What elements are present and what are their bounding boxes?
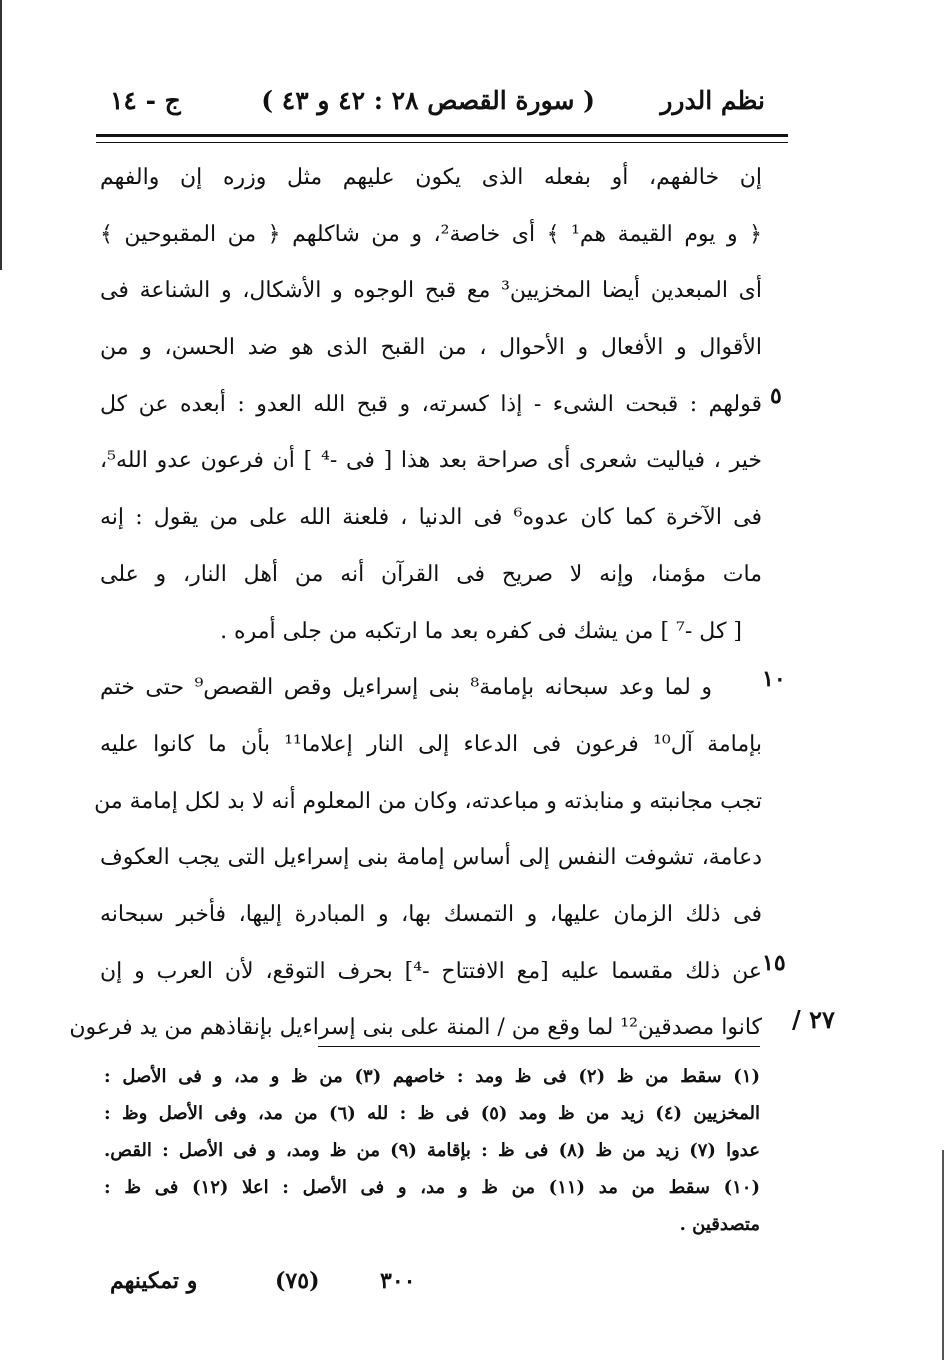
text-line: تجب مجانبته و منابذته و مباعدته، وكان من المعلوم أنه لا بد لكل إمامة من — [94, 788, 762, 814]
page-number: ٣٠٠ — [380, 1268, 416, 1294]
footnotes — [104, 1058, 760, 1243]
manuscript-folio-marker: ٢٧ / — [792, 1005, 835, 1034]
text-line: الأقوال و الأفعال و الأحوال ، من القبح الذى هو ضد الحسن، و من — [100, 335, 762, 361]
line-number: ١٠ — [762, 666, 786, 692]
text-line: [ كل -⁷ ] من يشك فى كفره بعد ما ارتكبه من جلى أمره . — [220, 618, 742, 644]
text-line: أى المبعدين أيضا المخزيين³ مع قبح الوجوه و الأشكال، و الشناعة فى — [100, 278, 762, 304]
footnote-rule — [318, 1046, 760, 1047]
text-line: عن ذلك مقسما عليه [مع الافتتاح -⁴] بحرف التوقع، لأن العرب و إن — [100, 958, 762, 984]
header-rule-thin — [96, 142, 788, 143]
footnote-line: متصدقين . — [679, 1214, 760, 1235]
running-header — [110, 86, 765, 126]
sequence-number: (٧٥) — [275, 1268, 320, 1294]
text-line: فى الآخرة كما كان عدوه⁶ فى الدنيا ، فلعنة الله على من يقول : إنه — [100, 505, 762, 531]
text-line: ﴿ و يوم القيمة هم¹ ﴾ أى خاصة²، و من شاكلهم ﴿ من المقبوحين ﴾ — [100, 221, 763, 247]
text-line: فى ذلك الزمان عليها، و التمسك بها، و المبادرة إليها، فأخبر سبحانه — [100, 901, 762, 927]
text-line: كانوا مصدقين¹² لما وقع من / المنة على بنى إسراءيل بإنقاذهم من يد فرعون — [69, 1015, 762, 1041]
volume-label: ج - ١٤ — [110, 86, 181, 115]
footnote-line: (١٠) سقط من مد (١١) من ظ و مد، و فى الأصل : اعلا (١٢) فى ظ : — [104, 1177, 760, 1198]
text-line: و لما وعد سبحانه بإمامة⁸ بنى إسراءيل وقص القصص⁹ حتى ختم — [100, 675, 712, 701]
scan-edge-left — [0, 0, 2, 270]
footnote-line: المخزيين (٤) زيد من ظ ومد (٥) فى ظ : لله (٦) من مد، وفى الأصل وظ : — [104, 1103, 760, 1124]
line-number: ١٥ — [762, 950, 786, 976]
line-number: ٥ — [770, 383, 782, 409]
text-line: بإمامة آل¹⁰ فرعون فى الدعاء إلى النار إعلاما¹¹ بأن ما كانوا عليه — [100, 731, 762, 757]
text-line: دعامة، تشوفت النفس إلى أساس إمامة بنى إسراءيل التى يجب العكوف — [100, 845, 762, 871]
surah-reference: ( سورة القصص ٢٨ : ٤٢ و ٤٣ ) — [261, 86, 595, 115]
text-line: مات مؤمنا، وإنه لا صريح فى القرآن أنه من أهل النار، و على — [100, 561, 762, 587]
catchword: و تمكينهم — [110, 1268, 198, 1294]
main-text — [69, 150, 763, 1057]
text-line: إن خالفهم، أو بفعله الذى يكون عليهم مثل وزره إن والفهم — [100, 165, 762, 190]
header-rule — [96, 134, 788, 137]
footnote-line: (١) سقط من ظ (٢) فى ظ ومد : خاصهم (٣) من ظ و مد، و فى الأصل : — [104, 1066, 760, 1087]
page-footer — [110, 1268, 760, 1308]
text-line: خير ، فياليت شعرى أى صراحة بعد هذا [ فى -⁴ ] أن فرعون عدو الله⁵، — [100, 448, 762, 474]
text-line: قولهم : قبحت الشىء - إذا كسرته، و قبح الله العدو : أبعده عن كل — [100, 391, 762, 417]
footnote-line: عدوا (٧) زيد من ظ (٨) فى ظ : بإقامة (٩) من ظ ومد، و فى الأصل : القص. — [104, 1140, 760, 1161]
scan-edge-right — [942, 1150, 944, 1360]
book-title: نظم الدرر — [660, 86, 765, 115]
